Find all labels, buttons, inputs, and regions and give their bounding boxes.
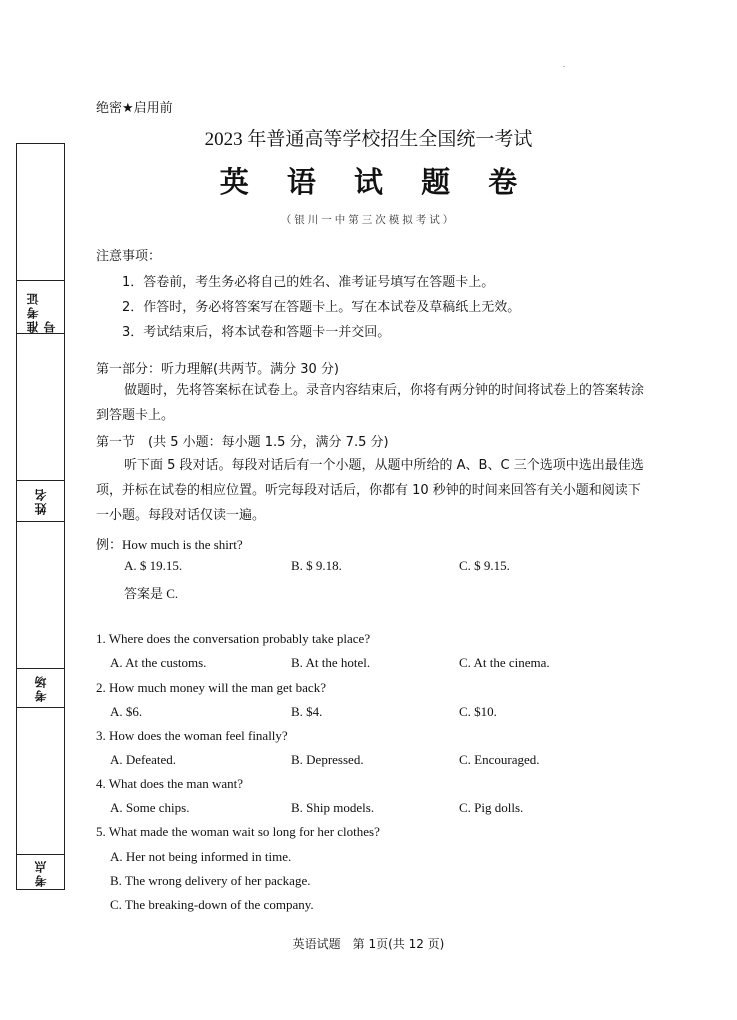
part1-heading: 第一部分：听力理解(共两节。满分 30 分) <box>96 362 339 377</box>
strip-label-name: 姓名 <box>34 487 48 515</box>
stray-mark: . <box>563 60 565 69</box>
example-question: 例：How much is the shirt? <box>96 537 243 552</box>
subject-title: 英 语 试 题 卷 <box>219 165 532 199</box>
question-text: 5. What made the woman wait so long for her clothes? <box>96 824 380 839</box>
option-a: A. At the customs. <box>110 655 207 670</box>
candidate-info-strip <box>16 143 65 890</box>
option-c: C. Pig dolls. <box>459 800 524 815</box>
confidential-label: 绝密★启用前 <box>96 101 173 116</box>
section1-instruction: 听下面 5 段对话。每段对话后有一个小题，从题中所给的 A、B、C 三个选项中选出最佳选项，并标在试卷的相应位置。听完每段对话后，你都有 10 秒钟的时间来回答有关小题和阅读下一小题。每段对话仅读一遍。 <box>96 458 644 523</box>
option-c: C. At the cinema. <box>459 655 550 670</box>
example-option-b: B. $ 9.18. <box>291 558 342 573</box>
option-a: A. Her not being informed in time. <box>110 849 292 864</box>
option-c: C. $10. <box>459 704 497 719</box>
question-text: 2. How much money will the man get back? <box>96 680 326 695</box>
strip-cell-exam-number <box>17 280 64 334</box>
notice-item: 2．作答时，务必将答案写在答题卡上。写在本试卷及草稿纸上无效。 <box>122 300 521 315</box>
notice-item: 3．考试结束后，将本试卷和答题卡一并交回。 <box>122 325 391 340</box>
option-b: B. Depressed. <box>291 752 364 767</box>
strip-cell-room <box>17 668 64 708</box>
page-footer: 英语试题 第 1页(共 12 页) <box>292 937 445 951</box>
option-c: C. Encouraged. <box>459 752 540 767</box>
part1-instruction: 做题时，先将答案标在试卷上。录音内容结束后，你将有两分钟的时间将试卷上的答案转涂到答题卡上。 <box>96 383 645 423</box>
exam-subtitle: （银川一中第三次模拟考试） <box>280 214 457 226</box>
option-a: A. Some chips. <box>110 800 190 815</box>
question-text: 3. How does the woman feel finally? <box>96 728 288 743</box>
notice-heading: 注意事项： <box>96 249 162 264</box>
option-b: B. Ship models. <box>291 800 375 815</box>
question-text: 4. What does the man want? <box>96 776 244 791</box>
option-a: A. $6. <box>110 704 143 719</box>
option-a: A. Defeated. <box>110 752 177 767</box>
notice-item: 1．答卷前，考生务必将自己的姓名、准考证号填写在答题卡上。 <box>122 275 495 290</box>
strip-cell-site <box>17 854 64 891</box>
section1-heading: 第一节 (共 5 小题：每小题 1.5 分，满分 7.5 分) <box>96 435 389 450</box>
example-answer: 答案是 C. <box>124 586 179 601</box>
example-option-a: A. $ 19.15. <box>124 558 183 573</box>
option-b: B. $4. <box>291 704 323 719</box>
option-b: B. The wrong delivery of her package. <box>110 873 311 888</box>
question-text: 1. Where does the conversation probably take place? <box>96 631 371 646</box>
option-c: C. The breaking-down of the company. <box>110 897 314 912</box>
option-b: B. At the hotel. <box>291 655 371 670</box>
example-option-c: C. $ 9.15. <box>459 558 510 573</box>
exam-title: 2023 年普通高等学校招生全国统一考试 <box>204 129 533 150</box>
strip-label-site: 考点 <box>34 859 48 887</box>
strip-label-exam-number: 准考证号 <box>25 291 57 333</box>
strip-cell-name <box>17 480 64 522</box>
strip-label-room: 考场 <box>34 674 48 702</box>
